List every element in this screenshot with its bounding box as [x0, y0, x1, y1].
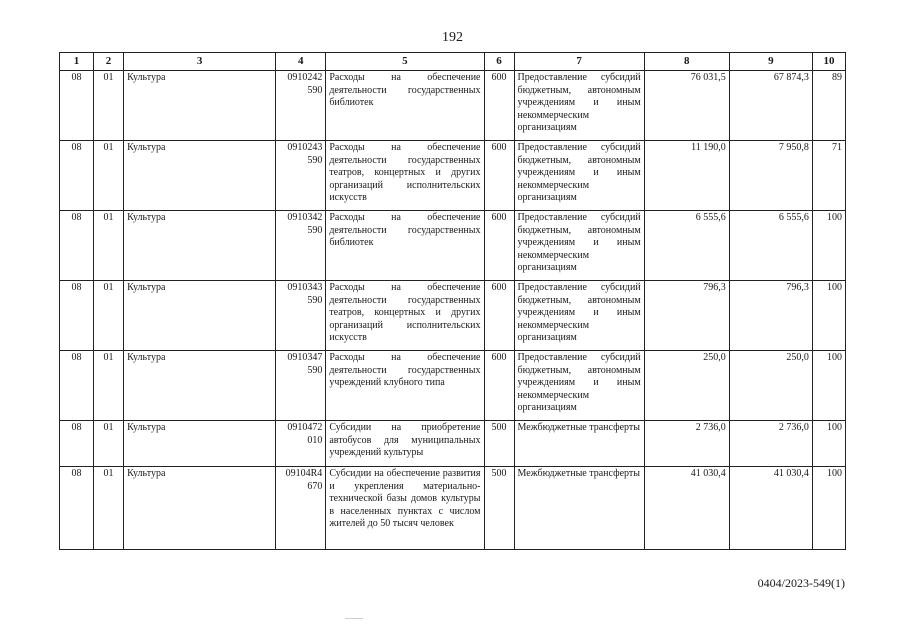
- section-code: 08: [60, 71, 94, 141]
- section-code: 08: [60, 141, 94, 211]
- page-number: 192: [442, 30, 463, 45]
- column-header: 5: [326, 53, 484, 71]
- actual-amount: 796,3: [729, 281, 812, 351]
- execution-percent: 100: [812, 467, 845, 550]
- budget-table: [59, 52, 846, 550]
- subsection-code: 01: [94, 281, 124, 351]
- actual-amount: 6 555,6: [729, 211, 812, 281]
- target-article-code: 0910347 590: [276, 351, 326, 421]
- planned-amount: 2 736,0: [644, 421, 729, 467]
- expense-type-code: 600: [484, 281, 514, 351]
- target-article-code: 0910343 590: [276, 281, 326, 351]
- column-header: 6: [484, 53, 514, 71]
- scan-mark: [345, 618, 363, 619]
- subsection-code: 01: [94, 467, 124, 550]
- target-article-code: 0910472 010: [276, 421, 326, 467]
- section-name: Культура: [124, 351, 276, 421]
- section-code: 08: [60, 421, 94, 467]
- execution-percent: 100: [812, 281, 845, 351]
- section-name: Культура: [124, 141, 276, 211]
- column-header: 4: [276, 53, 326, 71]
- expense-description: Расходы на обеспечение деятельности государственных учреждений клубного типа: [326, 351, 484, 421]
- column-header: 1: [60, 53, 94, 71]
- expense-type-name: Предоставление субсидий бюджетным, автономным учреждениям и иным некоммерческим организациям: [514, 211, 644, 281]
- document-code: 0404/2023-549(1): [757, 576, 845, 590]
- section-name: Культура: [124, 211, 276, 281]
- subsection-code: 01: [94, 211, 124, 281]
- subsection-code: 01: [94, 141, 124, 211]
- expense-type-code: 500: [484, 421, 514, 467]
- table-row: [60, 281, 846, 351]
- table-row: [60, 211, 846, 281]
- target-article-code: 0910242 590: [276, 71, 326, 141]
- table-row: [60, 351, 846, 421]
- expense-description: Расходы на обеспечение деятельности государственных театров, концертных и других организаций исполнительских искусств: [326, 281, 484, 351]
- planned-amount: 41 030,4: [644, 467, 729, 550]
- execution-percent: 100: [812, 351, 845, 421]
- section-name: Культура: [124, 281, 276, 351]
- actual-amount: 2 736,0: [729, 421, 812, 467]
- planned-amount: 11 190,0: [644, 141, 729, 211]
- table-row: [60, 71, 846, 141]
- column-header: 7: [514, 53, 644, 71]
- execution-percent: 100: [812, 421, 845, 467]
- actual-amount: 41 030,4: [729, 467, 812, 550]
- execution-percent: 71: [812, 141, 845, 211]
- expense-description: Расходы на обеспечение деятельности государственных театров, концертных и других организаций исполнительских искусств: [326, 141, 484, 211]
- actual-amount: 250,0: [729, 351, 812, 421]
- expense-type-code: 500: [484, 467, 514, 550]
- expense-type-code: 600: [484, 141, 514, 211]
- planned-amount: 250,0: [644, 351, 729, 421]
- target-article-code: 0910342 590: [276, 211, 326, 281]
- planned-amount: 796,3: [644, 281, 729, 351]
- expense-type-code: 600: [484, 211, 514, 281]
- expense-type-code: 600: [484, 71, 514, 141]
- target-article-code: 09104R4 670: [276, 467, 326, 550]
- section-name: Культура: [124, 421, 276, 467]
- execution-percent: 89: [812, 71, 845, 141]
- table-row: [60, 467, 846, 550]
- expense-type-name: Предоставление субсидий бюджетным, автономным учреждениям и иным некоммерческим организациям: [514, 141, 644, 211]
- execution-percent: 100: [812, 211, 845, 281]
- expense-type-name: Межбюджетные трансферты: [514, 421, 644, 467]
- column-header: 2: [94, 53, 124, 71]
- expense-description: Субсидии на обеспечение развития и укрепления материально-технической базы домов культуры в населенных пунктах с числом жителей до 50 тысяч человек: [326, 467, 484, 550]
- column-header: 9: [729, 53, 812, 71]
- table-row: [60, 141, 846, 211]
- subsection-code: 01: [94, 71, 124, 141]
- section-code: 08: [60, 281, 94, 351]
- section-code: 08: [60, 467, 94, 550]
- subsection-code: 01: [94, 421, 124, 467]
- planned-amount: 76 031,5: [644, 71, 729, 141]
- planned-amount: 6 555,6: [644, 211, 729, 281]
- expense-description: Субсидии на приобретение автобусов для муниципальных учреждений культуры: [326, 421, 484, 467]
- target-article-code: 0910243 590: [276, 141, 326, 211]
- expense-type-code: 600: [484, 351, 514, 421]
- section-code: 08: [60, 211, 94, 281]
- subsection-code: 01: [94, 351, 124, 421]
- expense-type-name: Предоставление субсидий бюджетным, автономным учреждениям и иным некоммерческим организациям: [514, 71, 644, 141]
- expense-type-name: Межбюджетные трансферты: [514, 467, 644, 550]
- section-name: Культура: [124, 71, 276, 141]
- actual-amount: 67 874,3: [729, 71, 812, 141]
- actual-amount: 7 950,8: [729, 141, 812, 211]
- expense-description: Расходы на обеспечение деятельности государственных библиотек: [326, 211, 484, 281]
- expense-type-name: Предоставление субсидий бюджетным, автономным учреждениям и иным некоммерческим организациям: [514, 281, 644, 351]
- table-row: [60, 421, 846, 467]
- section-code: 08: [60, 351, 94, 421]
- table-header-row: [60, 53, 846, 71]
- expense-type-name: Предоставление субсидий бюджетным, автономным учреждениям и иным некоммерческим организациям: [514, 351, 644, 421]
- column-header: 3: [124, 53, 276, 71]
- column-header: 8: [644, 53, 729, 71]
- section-name: Культура: [124, 467, 276, 550]
- expense-description: Расходы на обеспечение деятельности государственных библиотек: [326, 71, 484, 141]
- column-header: 10: [812, 53, 845, 71]
